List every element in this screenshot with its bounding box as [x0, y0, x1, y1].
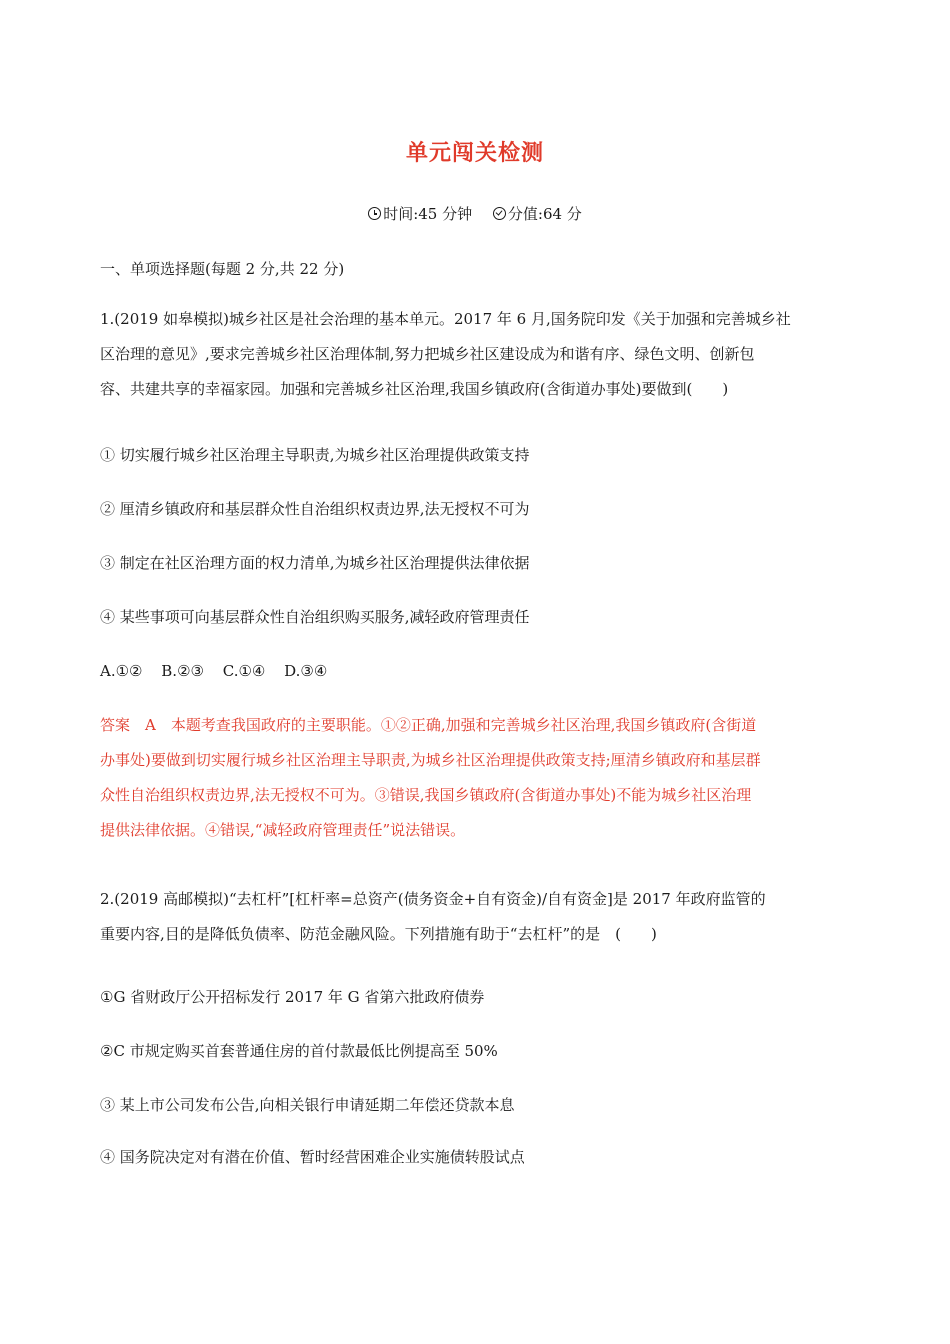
answer-line: 众性自治组织权责边界,法无授权不可为。③错误,我国乡镇政府(含街道办事处)不能为城乡社区治理	[100, 786, 752, 804]
question-1-item-3: ③ 制定在社区治理方面的权力清单,为城乡社区治理提供法律依据	[100, 554, 530, 572]
question-2-item-2: ②C 市规定购买首套普通住房的首付款最低比例提高至 50%	[100, 1042, 498, 1060]
option-d: D.③④	[284, 662, 328, 680]
question-1-answer	[100, 708, 860, 848]
question-2-stem	[100, 882, 860, 952]
option-c: C.①④	[222, 662, 266, 680]
stem-line: 重要内容,目的是降低负债率、防范金融风险。下列措施有助于“去杠杆”的是 ( )	[100, 925, 657, 943]
stem-line: 区治理的意见》,要求完善城乡社区治理体制,努力把城乡社区建设成为和谐有序、绿色文明、创新包	[100, 345, 755, 363]
option-b: B.②③	[161, 662, 204, 680]
question-1-stem	[100, 302, 860, 407]
question-1-item-2: ② 厘清乡镇政府和基层群众性自治组织权责边界,法无授权不可为	[100, 500, 530, 518]
question-2-item-3: ③ 某上市公司发布公告,向相关银行申请延期二年偿还贷款本息	[100, 1096, 515, 1114]
section-heading: 一、单项选择题(每题 2 分,共 22 分)	[100, 260, 345, 278]
answer-line: 提供法律依据。④错误,“减轻政府管理责任”说法错误。	[100, 821, 466, 839]
stem-line: 2.(2019 高邮模拟)“去杠杆”[杠杆率=总资产(债务资金+自有资金)/自有资金]是 2017 年政府监管的	[100, 890, 766, 908]
question-2-item-1: ①G 省财政厅公开招标发行 2017 年 G 省第六批政府债券	[100, 988, 485, 1006]
score-info	[493, 203, 582, 224]
clock-icon	[368, 207, 381, 220]
option-a: A.①②	[100, 662, 143, 680]
answer-line: 答案 A 本题考查我国政府的主要职能。①②正确,加强和完善城乡社区治理,我国乡镇政府(含街道	[100, 716, 757, 734]
check-circle-icon	[493, 207, 506, 220]
stem-line: 容、共建共享的幸福家园。加强和完善城乡社区治理,我国乡镇政府(含街道办事处)要做到( )	[100, 380, 729, 398]
stem-line: 1.(2019 如皋模拟)城乡社区是社会治理的基本单元。2017 年 6 月,国务院印发《关于加强和完善城乡社	[100, 310, 791, 328]
question-1-item-1: ① 切实履行城乡社区治理主导职责,为城乡社区治理提供政策支持	[100, 446, 530, 464]
page-title: 单元闯关检测	[405, 141, 544, 166]
answer-line: 办事处)要做到切实履行城乡社区治理主导职责,为城乡社区治理提供政策支持;厘清乡镇政府和基层群	[100, 751, 761, 769]
score-text: 分值:64 分	[507, 205, 582, 223]
time-info	[368, 203, 472, 224]
exam-meta	[0, 203, 950, 224]
question-2-item-4: ④ 国务院决定对有潜在价值、暂时经营困难企业实施债转股试点	[100, 1148, 525, 1166]
question-1-item-4: ④ 某些事项可向基层群众性自治组织购买服务,减轻政府管理责任	[100, 608, 530, 626]
question-1-options	[100, 654, 860, 689]
time-text: 时间:45 分钟	[383, 205, 473, 223]
